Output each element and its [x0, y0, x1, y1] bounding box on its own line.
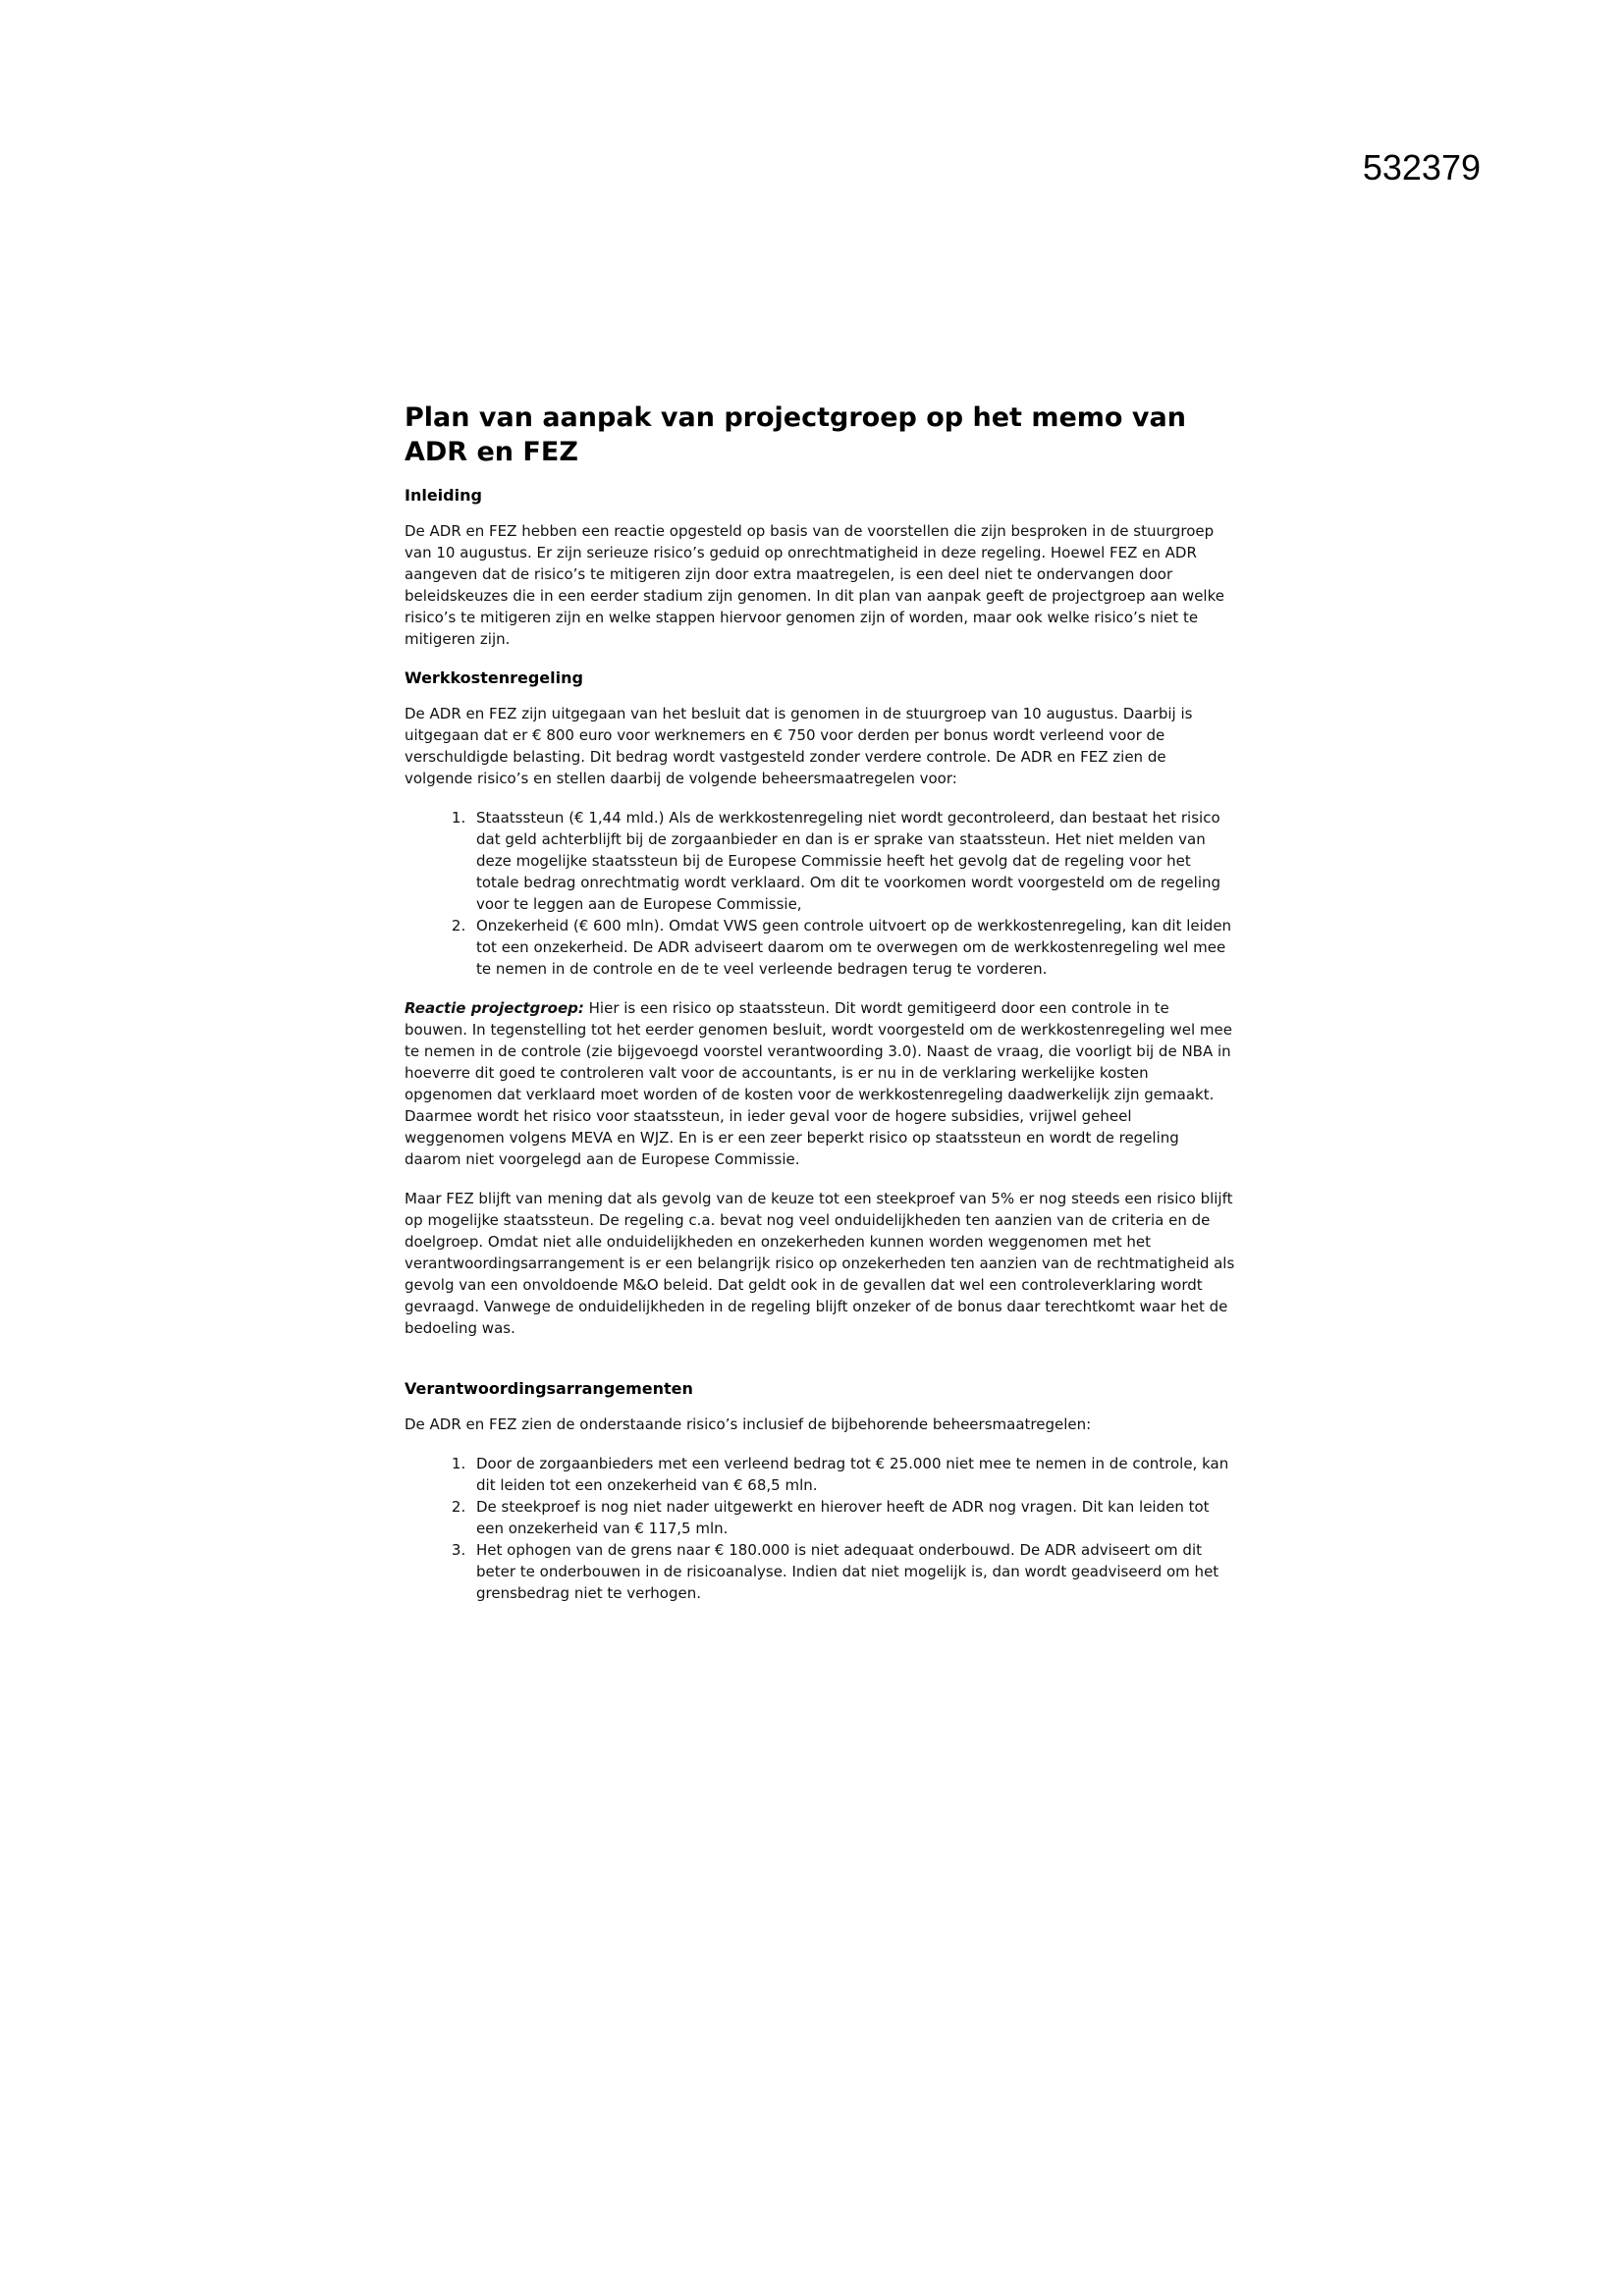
heading-werkkostenregeling: Werkkostenregeling	[405, 668, 583, 687]
section-verantwoordingsarrangementen	[405, 1378, 1235, 1604]
paragraph-werkkosten-intro: De ADR en FEZ zijn uitgegaan van het besluit dat is genomen in de stuurgroep van 10 augustus. Daarbij is uitgegaan dat er € 800 euro voor werknemers en € 750 voor derden per bonus wordt verleend voor de verschuldigde belasting. Dit bedrag wordt vastgesteld zonder verdere controle. De ADR en FEZ zien de volgende risico’s en stellen daarbij de volgende beheersmaatregelen voor:	[405, 705, 1193, 787]
document-number: 532379	[1362, 147, 1481, 187]
list-item: 2. Onzekerheid (€ 600 mln). Omdat VWS geen controle uitvoert op de werkkostenregeling, kan dit leiden tot een onzekerheid. De ADR adviseert daarom om te overwegen om de werkkostenregeling wel mee te nemen in de controle en de te veel verleende bedragen terug te vorderen.	[470, 915, 1235, 980]
section-inleiding	[405, 485, 1235, 650]
page-title: Plan van aanpak van projectgroep op het memo van ADR en FEZ	[405, 402, 1186, 467]
heading-verantwoordingsarrangementen: Verantwoordingsarrangementen	[405, 1379, 693, 1398]
document-body	[405, 400, 1235, 1622]
list-werkkosten-risks	[405, 807, 1235, 980]
list-item: 2. De steekproef is nog niet nader uitgewerkt en hierover heeft de ADR nog vragen. Dit kan leiden tot een onzekerheid van € 117,5 mln.	[470, 1496, 1235, 1539]
paragraph-inleiding: De ADR en FEZ hebben een reactie opgesteld op basis van de voorstellen die zijn besproken in de stuurgroep van 10 augustus. Er zijn serieuze risico’s geduid op onrechtmatigheid in deze regeling. Hoewel FEZ en ADR aangeven dat de risico’s te mitigeren zijn door extra maatregelen, is een deel niet te ondervangen door beleidskeuzes die in een eerder stadium zijn genomen. In dit plan van aanpak geeft de projectgroep aan welke risico’s te mitigeren zijn en welke stappen hiervoor genomen zijn of worden, maar ook welke risico’s niet te mitigeren zijn.	[405, 522, 1224, 648]
paragraph-reactie-projectgroep	[405, 997, 1235, 1170]
list-verantwoording-risks	[405, 1453, 1235, 1604]
reactie-label: Reactie projectgroep:	[405, 999, 584, 1017]
section-werkkostenregeling	[405, 667, 1235, 1339]
heading-inleiding: Inleiding	[405, 486, 482, 505]
paragraph-fez-opinion: Maar FEZ blijft van mening dat als gevolg van de keuze tot een steekproef van 5% er nog steeds een risico blijft op mogelijke staatssteun. De regeling c.a. bevat nog veel onduidelijkheden ten aanzien van de criteria en de doelgroep. Omdat niet alle onduidelijkheden en onzekerheden kunnen worden weggenomen met het verantwoordingsarrangement is er een belangrijk risico op onzekerheden ten aanzien van de rechtmatigheid als gevolg van een onvoldoende M&O beleid. Dat geldt ook in de gevallen dat wel een controleverklaring wordt gevraagd. Vanwege de onduidelijkheden in de regeling blijft onzeker of de bonus daar terechtkomt waar het de bedoeling was.	[405, 1190, 1235, 1337]
list-item: 1. Staatssteun (€ 1,44 mld.) Als de werkkostenregeling niet wordt gecontroleerd, dan bestaat het risico dat geld achterblijft bij de zorgaanbieder en dan is er sprake van staatssteun. Het niet melden van deze mogelijke staatssteun bij de Europese Commissie heeft het gevolg dat de regeling voor het totale bedrag onrechtmatig wordt verklaard. Om dit te voorkomen wordt voorgesteld om de regeling voor te leggen aan de Europese Commissie,	[470, 807, 1235, 915]
paragraph-verantwoording-intro: De ADR en FEZ zien de onderstaande risico’s inclusief de bijbehorende beheersmaatregelen:	[405, 1415, 1092, 1433]
reactie-text: Hier is een risico op staatssteun. Dit wordt gemitigeerd door een controle in te bouwen. In tegenstelling tot het eerder genomen besluit, wordt voorgesteld om de werkkostenregeling wel mee te nemen in de controle (zie bijgevoegd voorstel verantwoording 3.0). Naast de vraag, die voorligt bij de NBA in hoeverre dit goed te controleren valt voor de accountants, is er nu in de verklaring werkelijke kosten opgenomen dat verklaard moet worden of de kosten voor de werkkostenregeling daadwerkelijk zijn gemaakt. Daarmee wordt het risico voor staatssteun, in ieder geval voor de hogere subsidies, vrijwel geheel weggenomen volgens MEVA en WJZ. En is er een zeer beperkt risico op staatssteun en wordt de regeling daarom niet voorgelegd aan de Europese Commissie.	[405, 999, 1232, 1168]
list-item: 3. Het ophogen van de grens naar € 180.000 is niet adequaat onderbouwd. De ADR adviseert om dit beter te onderbouwen in de risicoanalyse. Indien dat niet mogelijk is, dan wordt geadviseerd om het grensbedrag niet te verhogen.	[470, 1539, 1235, 1604]
list-item: 1. Door de zorgaanbieders met een verleend bedrag tot € 25.000 niet mee te nemen in de controle, kan dit leiden tot een onzekerheid van € 68,5 mln.	[470, 1453, 1235, 1496]
